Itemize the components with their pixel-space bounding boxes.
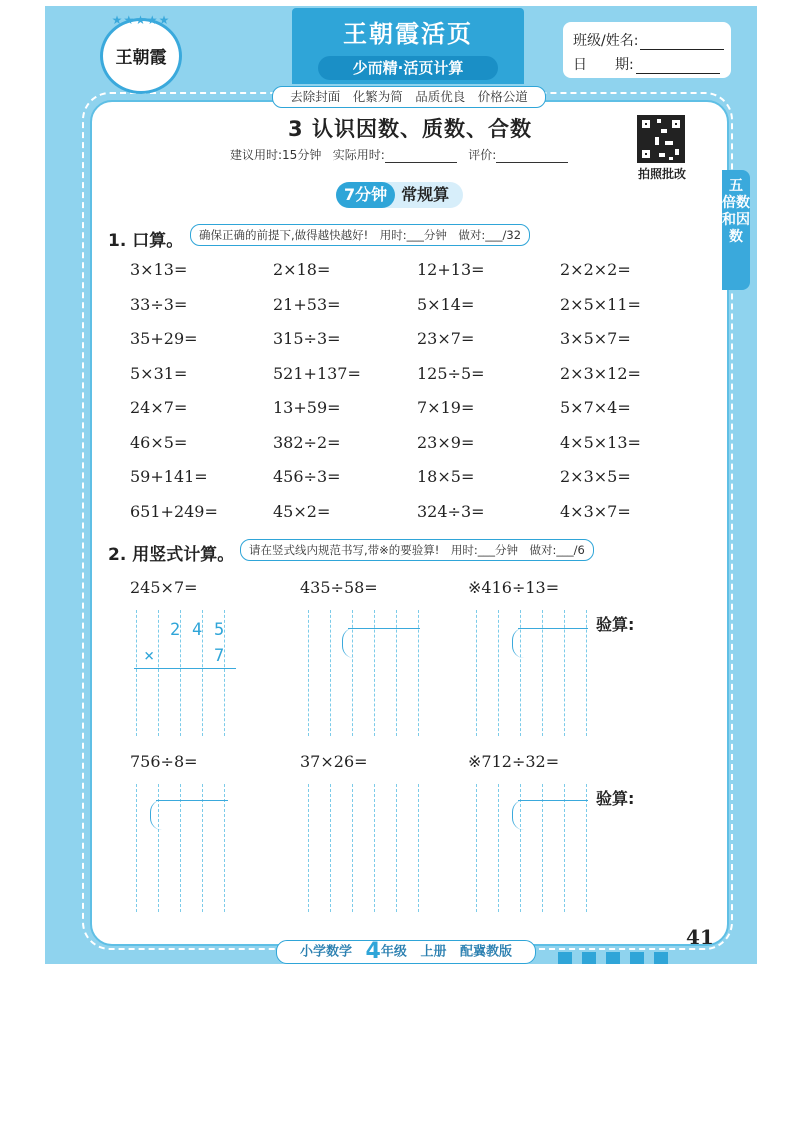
brand-title: 王朝霞活页: [343, 20, 473, 48]
section-time: 7分钟: [336, 182, 395, 208]
oral-problem: 521+137=: [273, 363, 361, 383]
footer-subject: 小学数学: [299, 944, 352, 960]
oral-problem: 18×5=: [417, 467, 475, 486]
oral-problem: 2×3×12=: [560, 363, 641, 383]
oral-problem: 4×5×13=: [560, 432, 641, 452]
guide-line: [476, 610, 477, 736]
guide-line: [352, 784, 353, 912]
check-label: 验算:: [596, 789, 635, 808]
chapter-side-tab: 五 倍数和因数: [722, 170, 750, 290]
footer-edition: 配冀教版: [460, 944, 513, 960]
oral-problem: 315÷3=: [273, 329, 341, 348]
page-number: 41: [686, 925, 714, 949]
brand-banner: [292, 8, 524, 84]
guide-line: [330, 784, 331, 912]
example-digit: 2: [170, 620, 181, 640]
division-bracket-curve: [512, 800, 525, 830]
guide-line: [498, 610, 499, 736]
footer-grade-unit: 年级: [380, 944, 407, 960]
example-digit: 4: [192, 620, 203, 640]
oral-problem: 13+59=: [273, 398, 341, 417]
guide-line: [586, 784, 587, 912]
oral-problem: 3×5×7=: [560, 329, 631, 348]
vertical-problem: ※712÷32=: [468, 752, 560, 771]
oral-problem: 324÷3=: [417, 501, 485, 521]
actual-time-field[interactable]: [385, 151, 457, 163]
guide-line: [158, 610, 159, 736]
oral-problem: 35+29=: [130, 329, 198, 348]
division-bracket-curve: [342, 628, 355, 658]
oral-problem: 2×2×2=: [560, 260, 631, 279]
guide-line: [396, 784, 397, 912]
oral-problem: 5×31=: [130, 363, 188, 383]
division-bracket: [518, 628, 588, 629]
qr-label: 拍照批改: [637, 167, 686, 181]
oral-problem: 2×18=: [273, 260, 331, 279]
oral-problem: 33÷3=: [130, 294, 188, 314]
date-label: 日 期:: [573, 57, 634, 73]
oral-problem: 5×14=: [417, 294, 475, 314]
example-digit: 7: [214, 646, 225, 666]
q2-heading: 2. 用竖式计算。: [108, 545, 235, 565]
oral-problem: 2×3×5=: [560, 467, 631, 486]
oral-problem: 651+249=: [130, 501, 218, 521]
division-bracket: [156, 800, 228, 801]
example-result-line: [134, 668, 236, 669]
logo-stars: ★★★★★: [111, 13, 171, 27]
footer-label: [276, 940, 536, 964]
oral-problem: 3×13=: [130, 260, 188, 279]
check-label: 验算:: [596, 615, 635, 634]
guide-line: [308, 784, 309, 912]
evaluation-field[interactable]: [496, 151, 568, 163]
oral-problem: 21+53=: [273, 294, 341, 314]
division-bracket: [518, 800, 588, 801]
publisher-logo: [100, 13, 182, 94]
vertical-problem: ※416÷13=: [468, 578, 560, 597]
class-name-label: 班级/姓名:: [573, 33, 639, 49]
oral-problem: 23×9=: [417, 432, 475, 452]
timing-row: [230, 146, 630, 163]
guide-line: [498, 784, 499, 912]
footer-term: 上册: [420, 944, 447, 960]
actual-time-label: 实际用时:: [332, 148, 385, 162]
division-bracket-curve: [150, 800, 163, 830]
guide-line: [180, 784, 181, 912]
division-bracket-curve: [512, 628, 525, 658]
oral-problem: 125÷5=: [417, 363, 485, 383]
guide-line: [330, 610, 331, 736]
date-field[interactable]: [636, 59, 720, 74]
section-tag: [336, 182, 463, 208]
guide-line: [224, 784, 225, 912]
q2-note: 请在竖式线内规范书写,带※的要验算! 用时:___分钟 做对:___/6: [240, 539, 594, 561]
guide-line: [308, 610, 309, 736]
oral-problem: 46×5=: [130, 432, 188, 452]
example-multiply-sign: ×: [144, 646, 155, 666]
qr-code-icon[interactable]: [637, 115, 685, 163]
division-bracket: [348, 628, 420, 629]
oral-problem: 7×19=: [417, 398, 475, 417]
guide-line: [136, 610, 137, 736]
oral-problem: 45×2=: [273, 501, 331, 521]
class-name-field[interactable]: [640, 35, 724, 50]
brand-subtitle: 少而精·活页计算: [318, 56, 498, 80]
oral-problem: 12+13=: [417, 260, 485, 279]
slogan: 去除封面 化繁为简 品质优良 价格公道: [272, 86, 546, 108]
q1-heading: 1. 口算。: [108, 231, 184, 251]
oral-problem: 456÷3=: [273, 467, 341, 486]
vertical-problem: 245×7=: [130, 578, 198, 597]
vertical-problem: 435÷58=: [300, 578, 378, 597]
oral-problem: 382÷2=: [273, 432, 341, 452]
oral-problem: 59+141=: [130, 467, 208, 486]
evaluation-label: 评价:: [468, 148, 497, 162]
guide-line: [542, 784, 543, 912]
oral-problem: 5×7×4=: [560, 398, 631, 417]
footer-grade-number: 4: [365, 939, 381, 964]
guide-line: [564, 784, 565, 912]
oral-problem: 24×7=: [130, 398, 188, 417]
student-info-box: [563, 22, 731, 78]
suggested-time: 建议用时:15分钟: [230, 148, 322, 162]
oral-problem: 4×3×7=: [560, 501, 631, 521]
logo-text: 王朝霞: [115, 48, 167, 68]
q1-note: 确保正确的前提下,做得越快越好! 用时:___分钟 做对:___/32: [190, 224, 530, 246]
guide-line: [418, 784, 419, 912]
vertical-problem: 756÷8=: [130, 752, 198, 771]
guide-line: [476, 784, 477, 912]
guide-line: [202, 784, 203, 912]
guide-line: [136, 784, 137, 912]
vertical-problem: 37×26=: [300, 752, 368, 771]
guide-line: [374, 784, 375, 912]
oral-problem: 2×5×11=: [560, 294, 641, 314]
example-digit: 5: [214, 620, 225, 640]
lesson-title: 3 认识因数、质数、合数: [288, 117, 532, 141]
oral-problem: 23×7=: [417, 329, 475, 348]
section-name: 常规算: [401, 185, 450, 204]
